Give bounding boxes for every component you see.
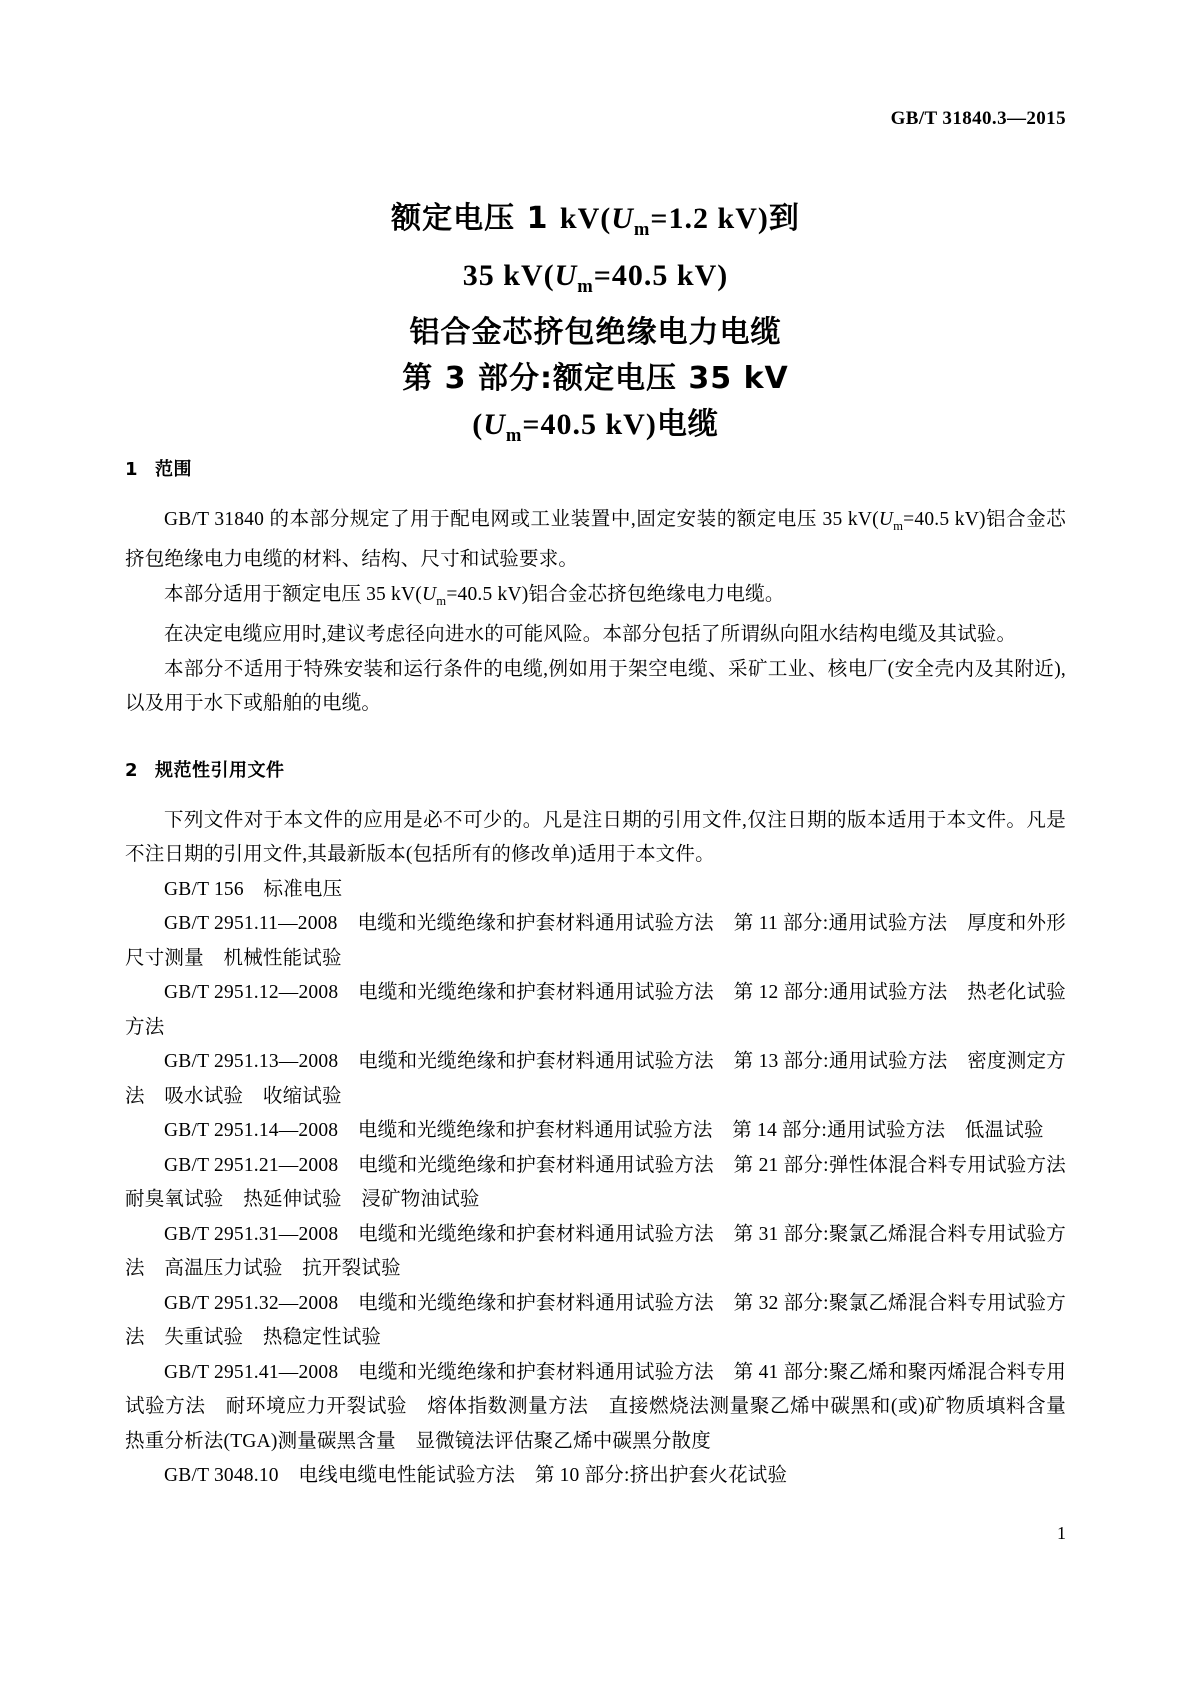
title-line-2-sub: m: [577, 276, 594, 297]
title-line-5-eq: =40.5: [522, 408, 606, 441]
scope-p2-var-sub: m: [436, 593, 447, 608]
normative-reference-item: GB/T 2951.32—2008 电缆和光缆绝缘和护套材料通用试验方法 第 32 部分:聚氯乙烯混合料专用试验方法 失重试验 热稳定性试验: [125, 1292, 1066, 1349]
clause-2-title: 规范性引用文件: [155, 759, 285, 781]
normative-intro: 下列文件对于本文件的应用是必不可少的。凡是注日期的引用文件,仅注日期的版本适用于本文件。凡是不注日期的引用文件,其最新版本(包括所有的修改单)适用于本文件。: [125, 809, 1066, 866]
title-line-1: [125, 196, 1066, 253]
title-line-5-sub: m: [505, 425, 523, 446]
title-line-1-kv: kV(: [559, 202, 612, 235]
title-line-2-kv2: kV): [676, 259, 729, 292]
normative-reference-item: GB/T 2951.11—2008 电缆和光缆绝缘和护套材料通用试验方法 第 11 部分:通用试验方法 厚度和外形尺寸测量 机械性能试验: [125, 913, 1066, 969]
title-line-5-pre: (: [472, 408, 484, 441]
normative-reference-item: GB/T 2951.21—2008 电缆和光缆绝缘和护套材料通用试验方法 第 21 部分:弹性体混合料专用试验方法 耐臭氧试验 热延伸试验 浸矿物油试验: [125, 1154, 1086, 1211]
scope-paragraph-2: [125, 578, 1066, 618]
title-line-1-pre: 额定电压 1: [391, 201, 560, 236]
clause-1-number: 1: [125, 459, 139, 480]
normative-reference-item: GB/T 2951.31—2008 电缆和光缆绝缘和护套材料通用试验方法 第 31 部分:聚氯乙烯混合料专用试验方法 高温压力试验 抗开裂试验: [125, 1223, 1066, 1280]
page-number: 1: [1057, 1523, 1066, 1543]
title-line-1-var: U: [611, 202, 634, 235]
scope-paragraph-1: [125, 503, 1066, 578]
normative-reference-item: GB/T 2951.14—2008 电缆和光缆绝缘和护套材料通用试验方法 第 14 部分:通用试验方法 低温试验: [164, 1120, 1044, 1142]
scope-p1-part-a: GB/T 31840 的本部分规定了用于配电网或工业装置中,固定安装的额定电压 35 kV(: [164, 509, 879, 530]
normative-reference-item: GB/T 3048.10 电线电缆电性能试验方法 第 10 部分:挤出护套火花试验: [164, 1465, 788, 1487]
title-line-1-kv2: kV): [717, 202, 769, 235]
scope-p1-var-sub: m: [893, 518, 904, 533]
normative-reference-item: GB/T 156 标准电压: [164, 878, 343, 900]
normative-reference-item: GB/T 2951.41—2008 电缆和光缆绝缘和护套材料通用试验方法 第 41 部分:聚乙烯和聚丙烯混合料专用试验方法 耐环境应力开裂试验 熔体指数测量方法 直接燃烧法测量聚乙烯中碳黑和(或)矿物质填料含量 热重分析法(TGA)测量碳黑含量 显微镜法评估聚乙烯中碳黑分散度: [125, 1361, 1086, 1452]
scope-paragraph-3: 在决定电缆应用时,建议考虑径向进水的可能风险。本部分包括了所谓纵向阻水结构电缆及其试验。: [164, 624, 1017, 646]
title-line-4: 第 3 部分:额定电压 35 kV: [402, 361, 789, 396]
title-line-5-kv: kV): [605, 408, 657, 441]
normative-reference-item: GB/T 2951.12—2008 电缆和光缆绝缘和护套材料通用试验方法 第 12 部分:通用试验方法 热老化试验方法: [125, 982, 1066, 1038]
scope-p2-part-a: 本部分适用于额定电压 35 kV(: [164, 583, 422, 605]
title-line-2: [125, 253, 1066, 310]
scope-p2-var: [421, 583, 447, 608]
clause-2-number: 2: [125, 759, 139, 781]
scope-p1-var: [878, 509, 904, 533]
title-line-2-kv: kV(: [503, 259, 555, 292]
document-body: [125, 455, 1086, 1494]
title-line-5: [125, 402, 1066, 459]
normative-reference-item: GB/T 2951.13—2008 电缆和光缆绝缘和护套材料通用试验方法 第 13 部分:通用试验方法 密度测定方法 吸水试验 收缩试验: [125, 1051, 1066, 1107]
document-title: [125, 196, 1066, 459]
title-line-3: 铝合金芯挤包绝缘电力电缆: [409, 315, 782, 350]
clause-1-title: 范围: [155, 459, 192, 480]
title-line-2-pre: 35: [462, 259, 504, 292]
clause-2-heading: [125, 756, 1066, 782]
title-line-1-post: 到: [768, 201, 800, 236]
title-line-5-var: U: [483, 408, 506, 441]
scope-p2-var-symbol: U: [421, 583, 437, 605]
title-line-1-sub: m: [633, 219, 651, 240]
scope-p1-var-symbol: U: [878, 509, 894, 530]
running-header: [125, 108, 1066, 136]
clause-1-heading: [125, 455, 1066, 481]
standard-number: GB/T 31840.3—2015: [890, 108, 1066, 129]
scope-p2-part-b: =40.5 kV)铝合金芯挤包绝缘电力电缆。: [446, 583, 785, 605]
title-line-2-var: U: [554, 259, 578, 292]
title-line-2-eq: =40.5: [593, 259, 677, 292]
title-line-5-post: 电缆: [656, 407, 719, 442]
scope-p1-part-b: =40.5 kV)铝合金芯挤包绝缘电力电缆的材料、结构、尺寸和试验要求。: [125, 509, 1066, 571]
title-line-1-eq: =1.2: [650, 202, 718, 235]
scope-paragraph-4: 本部分不适用于特殊安装和运行条件的电缆,例如用于架空电缆、采矿工业、核电厂(安全壳内及其附近),以及用于水下或船舶的电缆。: [125, 658, 1066, 715]
